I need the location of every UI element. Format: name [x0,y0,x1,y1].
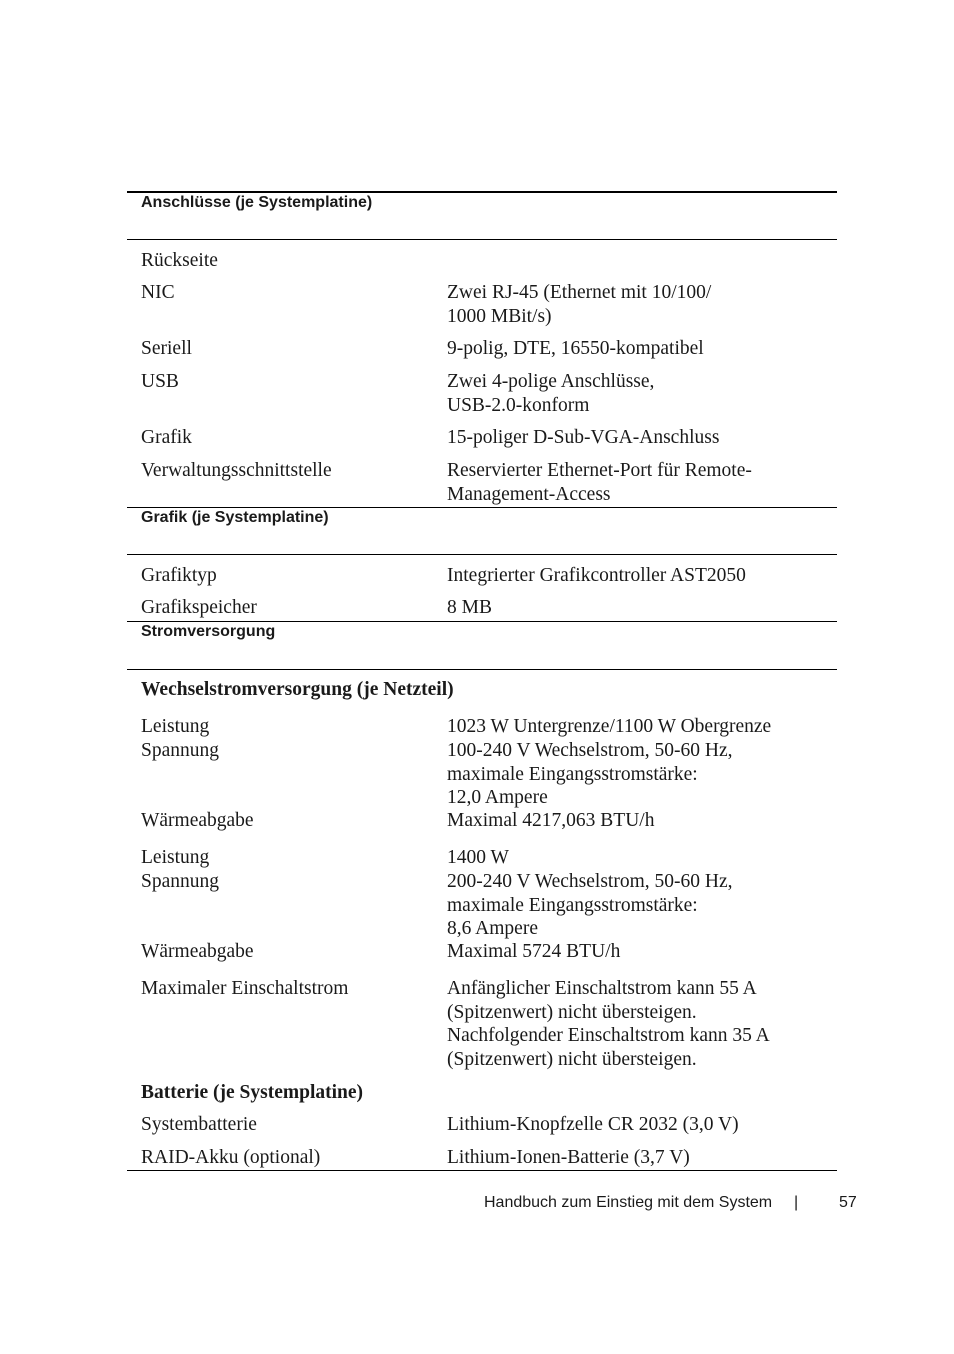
row-value: Integrierter Grafikcontroller AST2050 [447,565,746,586]
row-label: Leistung [141,716,210,737]
row-label: USB [141,371,179,392]
row-value: Maximal 4217,063 BTU/h [447,810,655,831]
footer-book-title: Handbuch zum Einstieg mit dem System [484,1194,773,1211]
section-rule [127,239,837,240]
row-label: Grafikspeicher [141,597,257,618]
section-rule [127,669,837,670]
row-value: 100-240 V Wechselstrom, 50-60 Hz, maximale Eingangsstromstärke: 12,0 Ampere [447,740,733,808]
section-rule [127,507,837,508]
row-label: Maximaler Einschaltstrom [141,978,349,999]
row-label: Wärmeabgabe [141,810,254,831]
footer-separator: | [794,1194,799,1211]
table-top-rule [127,191,837,193]
row-value: Lithium-Ionen-Batterie (3,7 V) [447,1147,690,1168]
row-value: 15-poliger D-Sub-VGA-Anschluss [447,427,720,448]
row-label: Spannung [141,740,219,761]
row-label: Spannung [141,871,219,892]
row-label: Grafiktyp [141,565,217,586]
section-rule [127,621,837,622]
row-value: Lithium-Knopfzelle CR 2032 (3,0 V) [447,1114,739,1135]
row-label: Systembatterie [141,1114,257,1135]
table-bottom-rule [127,1170,837,1171]
section-title-strom: Stromversorgung [141,623,276,640]
row-value: 200-240 V Wechselstrom, 50-60 Hz, maximale Eingangsstromstärke: 8,6 Ampere [447,871,733,939]
subheading-rueckseite: Rückseite [141,250,218,271]
row-value: 1400 W [447,847,509,868]
row-label: RAID-Akku (optional) [141,1147,321,1168]
subheading-wechselstrom: Wechselstromversorgung (je Netzteil) [141,679,454,700]
row-value: 1023 W Untergrenze/1100 W Obergrenze [447,716,772,737]
row-label: Verwaltungsschnittstelle [141,460,332,481]
row-label: Grafik [141,427,192,448]
row-value: Zwei 4-polige Anschlüsse, USB-2.0-konform [447,371,655,416]
section-title-anschluesse: Anschlüsse (je Systemplatine) [141,194,373,211]
row-value: Zwei RJ-45 (Ethernet mit 10/100/ 1000 MBit/s) [447,282,712,327]
section-rule [127,554,837,555]
section-title-grafik: Grafik (je Systemplatine) [141,509,329,526]
row-value: 9-polig, DTE, 16550-kompatibel [447,338,704,359]
footer-page-number: 57 [839,1194,857,1211]
subheading-batterie: Batterie (je Systemplatine) [141,1082,364,1103]
row-label: Seriell [141,338,192,359]
row-label: NIC [141,282,175,303]
row-value: 8 MB [447,597,492,618]
row-value: Anfänglicher Einschaltstrom kann 55 A (Spitzenwert) nicht übersteigen. Nachfolgender Einschaltstrom kann 35 A (Spitzenwert) nicht übersteigen. [447,978,770,1070]
row-value: Reservierter Ethernet-Port für Remote- Management-Access [447,460,752,505]
row-label: Wärmeabgabe [141,941,254,962]
row-label: Leistung [141,847,210,868]
row-value: Maximal 5724 BTU/h [447,941,621,962]
